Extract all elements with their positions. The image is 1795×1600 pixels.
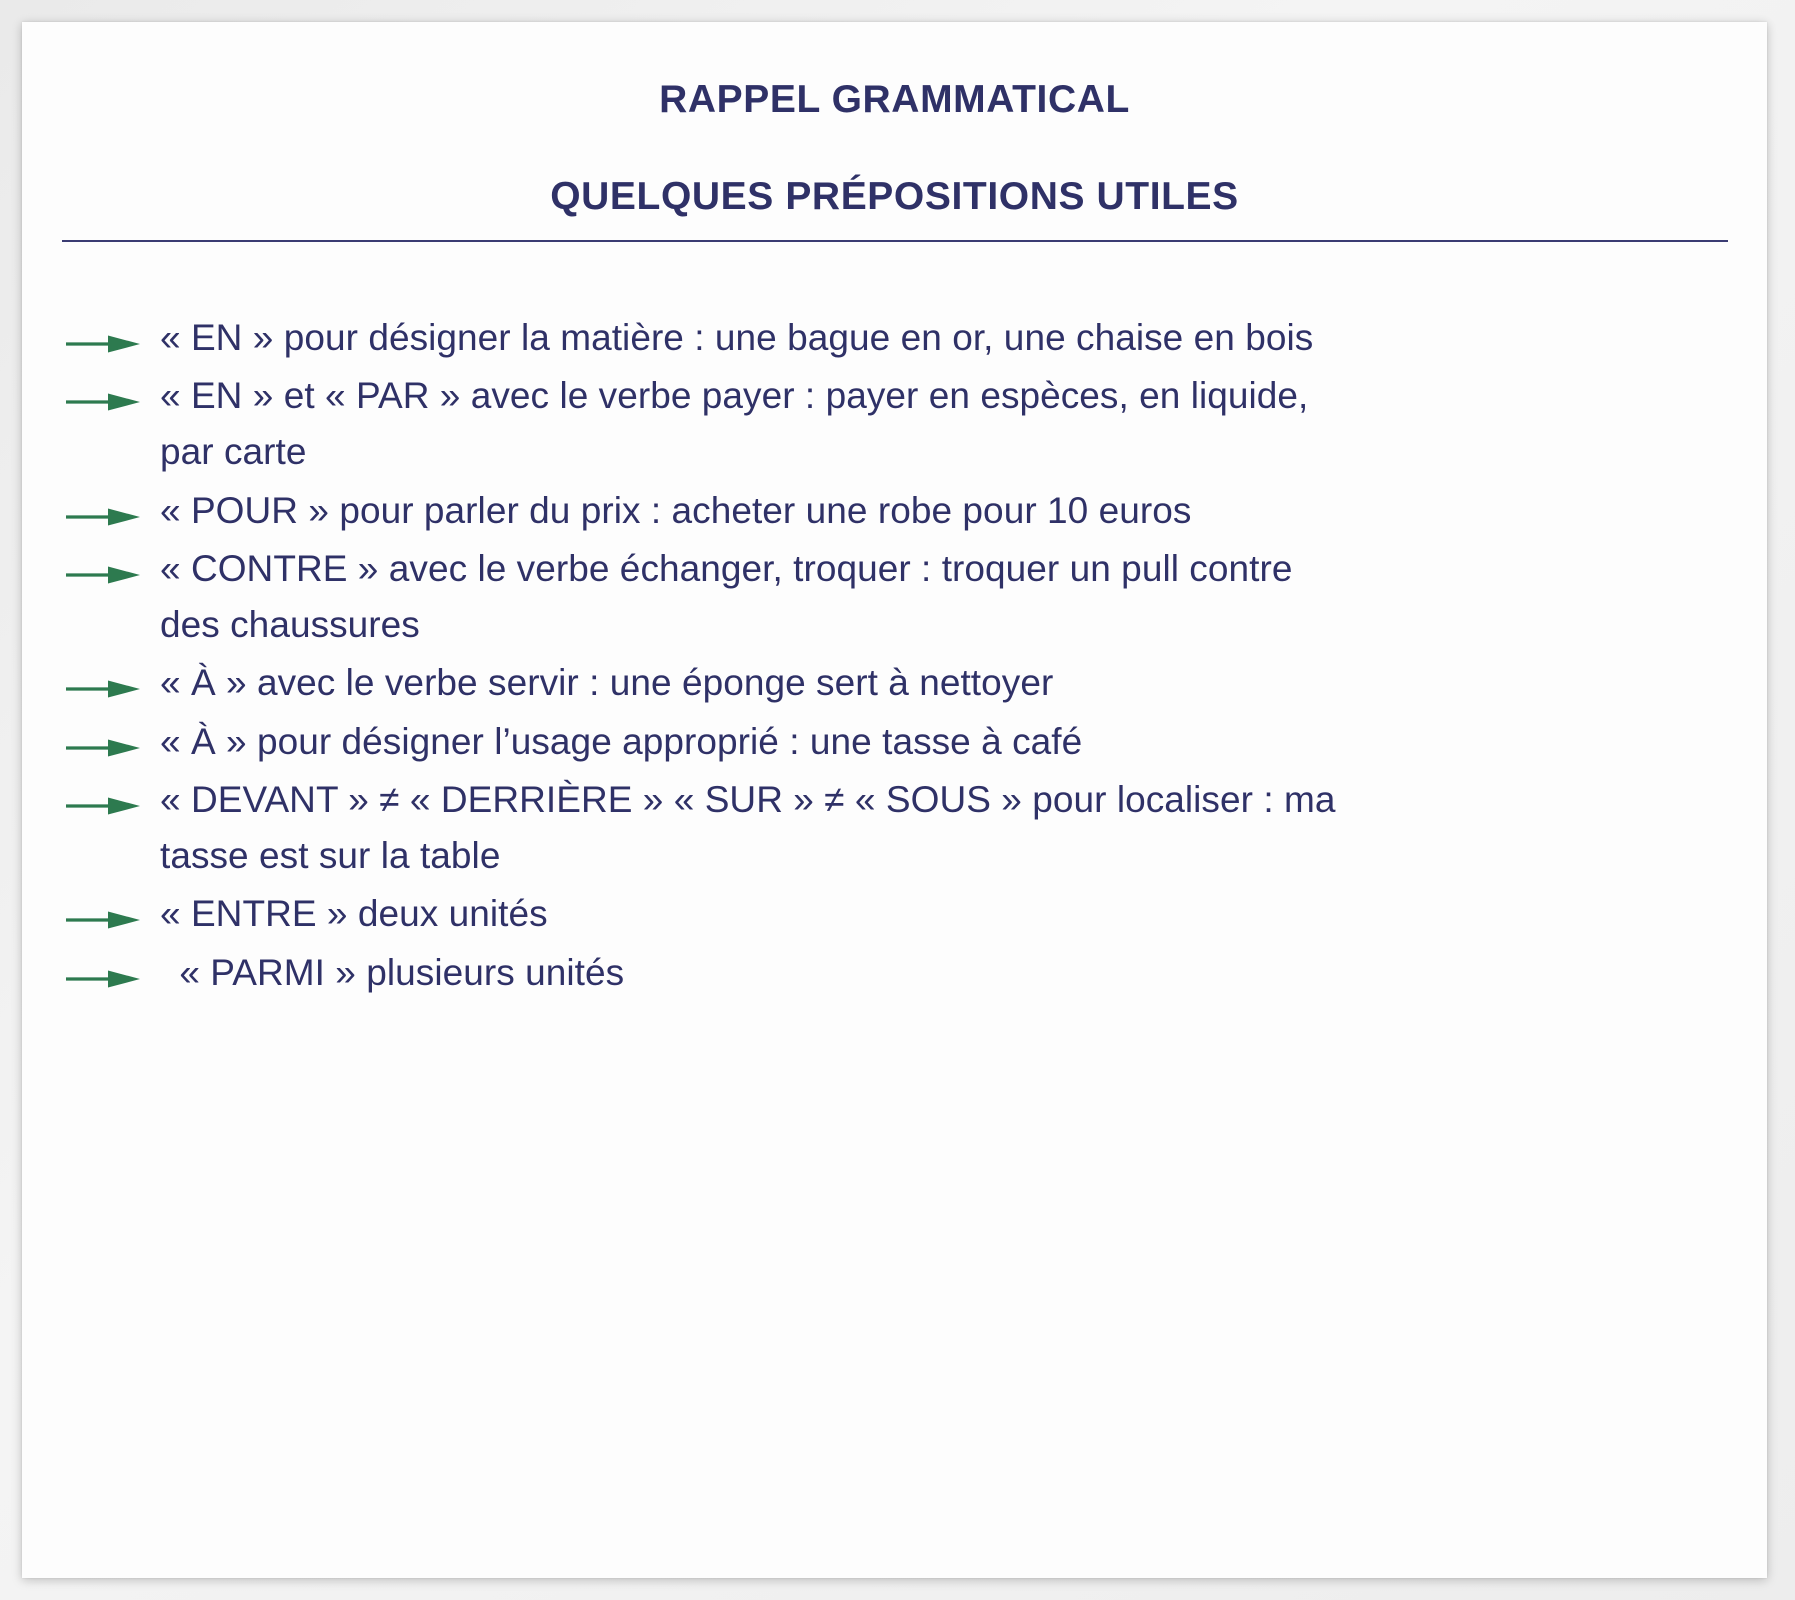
list-item: [64, 945, 1767, 1001]
list-item-line: « DEVANT » ≠ « DERRIÈRE » « SUR » ≠ « SOUS » pour localiser : ma: [160, 778, 1336, 820]
list-item-line: « À » pour désigner l’usage approprié : une tasse à café: [160, 720, 1083, 762]
list-item-text: [160, 310, 1767, 366]
list-item-continuation-line: tasse est sur la table: [160, 835, 501, 877]
list-item-line: « CONTRE » avec le verbe échanger, troquer : troquer un pull contre: [160, 547, 1293, 589]
preposition-list: [22, 310, 1767, 1003]
arrow-right-icon: [64, 541, 160, 588]
list-item: [64, 714, 1767, 770]
list-item-line: « PARMI » plusieurs unités: [169, 951, 625, 993]
document-card: [22, 22, 1767, 1578]
arrow-right-icon: [64, 886, 160, 933]
list-item: [64, 310, 1767, 366]
arrow-right-icon: [64, 368, 160, 415]
list-item-line: « ENTRE » deux unités: [160, 893, 548, 935]
arrow-right-icon: [64, 483, 160, 530]
list-item-text: [160, 886, 1767, 942]
list-item: [64, 483, 1767, 539]
header-divider: [62, 240, 1728, 242]
list-item-continuation-line: par carte: [160, 431, 307, 473]
list-item-line: « EN » pour désigner la matière : une bague en or, une chaise en bois: [160, 317, 1314, 358]
arrow-right-icon: [64, 655, 160, 702]
list-item: [64, 772, 1767, 884]
page-subtitle: QUELQUES PRÉPOSITIONS UTILES: [550, 175, 1239, 218]
list-item-text: [160, 541, 1767, 653]
list-item: [64, 886, 1767, 942]
arrow-right-icon: [64, 714, 160, 761]
list-item: [64, 541, 1767, 653]
list-item: [64, 368, 1767, 480]
list-item-text: [160, 483, 1767, 539]
arrow-right-icon: [64, 772, 160, 819]
list-item-text: [160, 368, 1767, 480]
list-item-line: « À » avec le verbe servir : une éponge sert à nettoyer: [160, 662, 1054, 704]
list-item-text: [160, 772, 1767, 884]
arrow-right-icon: [64, 945, 160, 992]
arrow-right-icon: [64, 310, 160, 357]
list-item-line: « POUR » pour parler du prix : acheter une robe pour 10 euros: [160, 489, 1192, 531]
list-item-text: [160, 945, 1767, 1001]
list-item-text: [160, 655, 1767, 711]
page-title: RAPPEL GRAMMATICAL: [659, 78, 1130, 121]
list-item-line: « EN » et « PAR » avec le verbe payer : payer en espèces, en liquide,: [160, 375, 1309, 417]
document-header: [22, 22, 1767, 216]
list-item-text: [160, 714, 1767, 770]
list-item-continuation-line: des chaussures: [160, 604, 420, 646]
list-item: [64, 655, 1767, 711]
